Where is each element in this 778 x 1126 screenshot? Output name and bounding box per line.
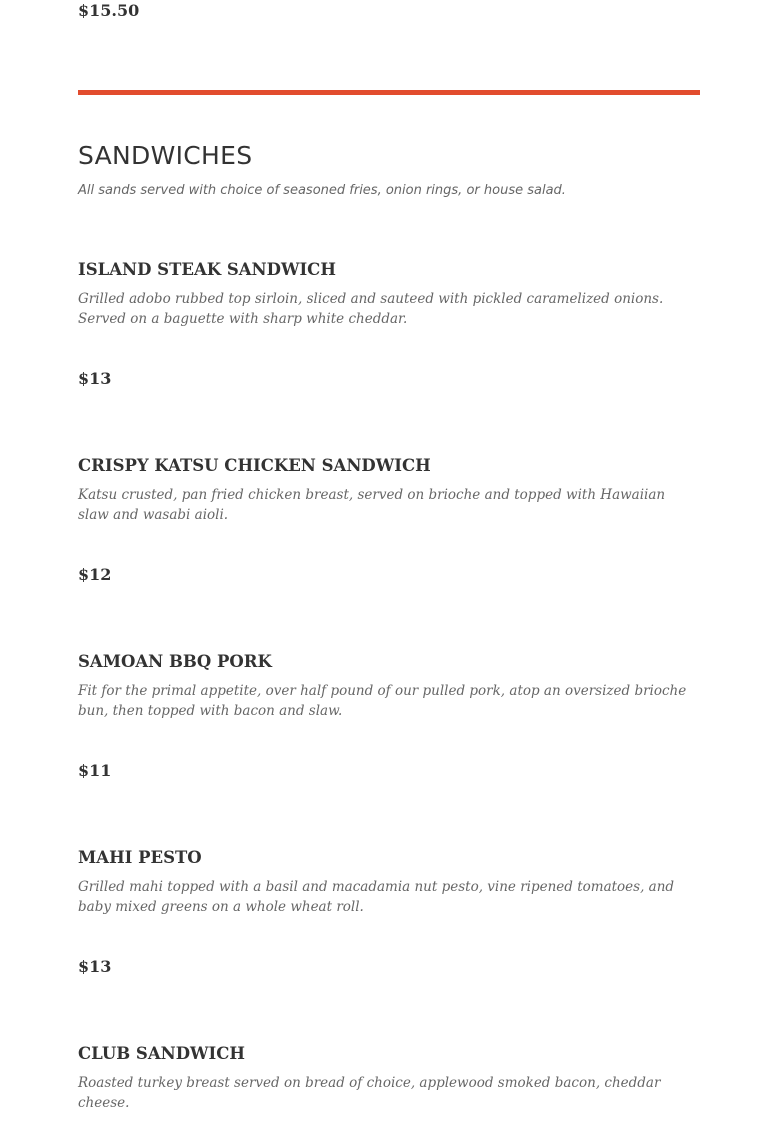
item-name: MAHI PESTO: [78, 848, 202, 867]
menu-item-mahi-pesto: [78, 847, 700, 917]
item-description: Fit for the primal appetite, over half pound of our pulled pork, atop an oversized brioche bun, then topped with bacon and slaw.: [78, 683, 687, 719]
section-note: All sands served with choice of seasoned fries, onion rings, or house salad.: [78, 183, 566, 198]
menu-item-crispy-katsu-chicken-sandwich: [78, 455, 700, 525]
item-description: Grilled adobo rubbed top sirloin, sliced and sauteed with pickled caramelized onions. Served on a baguette with sharp white cheddar.: [78, 291, 664, 327]
section-divider: [78, 90, 700, 95]
item-price: $11: [78, 761, 112, 780]
menu-item-club-sandwich: [78, 1043, 700, 1113]
previous-item-price: $15.50: [78, 1, 140, 20]
item-name: ISLAND STEAK SANDWICH: [78, 260, 336, 279]
menu-item-island-steak-sandwich: [78, 259, 700, 329]
menu-item-samoan-bbq-pork: [78, 651, 700, 721]
item-price: $13: [78, 369, 112, 388]
item-description: Grilled mahi topped with a basil and macadamia nut pesto, vine ripened tomatoes, and baby mixed greens on a whole wheat roll.: [78, 879, 675, 915]
item-description: Roasted turkey breast served on bread of choice, applewood smoked bacon, cheddar cheese.: [78, 1075, 661, 1111]
item-price: $13: [78, 957, 112, 976]
section-title: SANDWICHES: [78, 141, 253, 170]
item-name: CRISPY KATSU CHICKEN SANDWICH: [78, 456, 431, 475]
item-name: SAMOAN BBQ PORK: [78, 652, 272, 671]
item-price: $12: [78, 565, 112, 584]
item-description: Katsu crusted, pan fried chicken breast, served on brioche and topped with Hawaiian slaw and wasabi aioli.: [78, 487, 666, 523]
item-name: CLUB SANDWICH: [78, 1044, 245, 1063]
